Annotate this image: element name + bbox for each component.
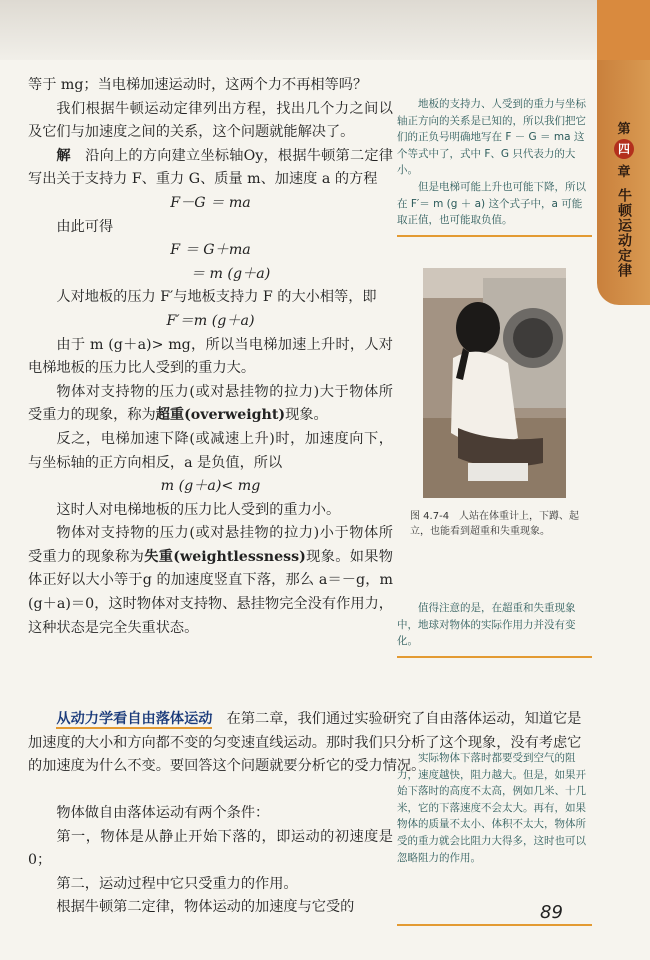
top-shading — [0, 0, 650, 60]
section-heading: 从动力学看自由落体运动 — [56, 711, 213, 727]
paragraph: 我们根据牛顿运动定律列出方程，找出几个力之间以及它们与加速度之间的关系，这个问题就能解决了。 — [28, 100, 393, 141]
bottom-rule — [397, 924, 592, 926]
paragraph: 根据牛顿第二定律，物体运动的加速度与它受的 — [56, 899, 355, 916]
term-weightlessness: 失重(weightlessness) — [144, 548, 306, 565]
paragraph: 解 沿向上的方向建立坐标轴Oy，根据牛顿第二定律写出关于支持力 F、重力 G、质量 m、加速度 a 的方程 — [28, 147, 393, 188]
side-note-paragraph: 实际物体下落时都要受到空气的阻力，速度越快，阻力越大。但是，如果开始下落时的高度不太高，例如几米、十几米，它的下落速度不会太大。再有，如果物体的质量不太小、体积不太大，物体所受的重力就会比阻力大得多，这时也可以忽略阻力的作用。 — [397, 752, 586, 864]
paragraph: 人对地板的压力 F′与地板支持力 F 的大小相等，即 — [56, 289, 377, 306]
equation: F ＝ G＋ma — [170, 242, 251, 259]
chapter-prefix: 第 — [617, 122, 631, 137]
paragraph: 由于 m (g＋a)> mg，所以当电梯加速上升时，人对电梯地板的压力比人受到的重力大。 — [28, 336, 393, 377]
paragraph: 物体做自由落体运动有两个条件： — [56, 805, 270, 821]
side-note-paragraph: 但是电梯可能上升也可能下降，所以在 F′＝ m (g ＋ a) 这个式子中，a 可能取正值，也可能取负值。 — [397, 180, 586, 227]
photo-girl-on-scale — [423, 268, 566, 498]
solution-label: 解 — [56, 147, 71, 164]
section-paragraph: 在第二章，我们通过实验研究了自由落体运动，知道它是加速度的大小和方向都不变的匀变速直线运动。那时我们只分析了这个现象，没有考虑它的加速度为什么不变。要回答这个问题就要分析它的受力情况。 — [28, 711, 582, 775]
side-note-3 — [397, 750, 592, 872]
side-note-2 — [397, 600, 592, 658]
chapter-tab — [597, 0, 650, 305]
side-note-paragraph: 地板的支持力、人受到的重力与坐标轴正方向的关系是已知的，所以我们把它们的正负号明确地写在 F － G ＝ ma 这个等式中了，式中 F、G 只代表力的大小。 — [397, 98, 586, 177]
paragraph: 物体对支持物的压力(或对悬挂物的拉力)大于物体所受重力的现象，称为超重(overweight)现象。 — [28, 383, 393, 424]
paragraph: 由此可得 — [56, 218, 114, 235]
chapter-suffix: 章 — [617, 165, 631, 180]
side-note-paragraph: 值得注意的是，在超重和失重现象中，地球对物体的实际作用力并没有变化。 — [397, 602, 576, 648]
equation: ＝ m (g＋a) — [190, 265, 271, 282]
photo-illustration — [423, 268, 566, 498]
paragraph: 第一，物体是从静止开始下落的，即运动的初速度是 0； — [28, 828, 393, 869]
page-number: 89 — [540, 902, 563, 923]
main-text-upper — [28, 74, 393, 640]
equation: F－G ＝ ma — [170, 194, 251, 211]
paragraph: 这时人对电梯地板的压力比人受到的重力小。 — [56, 501, 341, 518]
equation: F′＝m (g＋a) — [166, 312, 255, 329]
chapter-number: 四 — [614, 139, 634, 159]
paragraph: 反之，电梯加速下降(或减速上升)时，加速度向下，与坐标轴的正方向相反，a 是负值，所以 — [28, 430, 393, 471]
figure-caption: 图 4.7-4 人站在体重计上，下蹲、起立，也能看到超重和失重现象。 — [410, 511, 580, 537]
side-note-1 — [397, 96, 592, 237]
main-text-lower — [28, 802, 393, 920]
equation: m (g＋a)< mg — [160, 478, 261, 495]
chapter-title: 牛顿运动定律 — [616, 188, 632, 278]
paragraph: 等于 mg；当电梯加速运动时，这两个力不再相等吗？ — [28, 77, 368, 93]
paragraph: 第二，运动过程中它只受重力的作用。 — [56, 875, 298, 892]
term-overweight: 超重(overweight) — [155, 407, 286, 424]
paragraph: 物体对支持物的压力(或对悬挂物的拉力)小于物体所受重力的现象称为失重(weightlessness)现象。如果物体正好以大小等于g 的加速度竖直下落，那么 a＝－g，m (g＋a)＝0，这时物体对支持物、悬挂物完全没有作用力，这种状态是完全失重状态。 — [28, 525, 393, 636]
